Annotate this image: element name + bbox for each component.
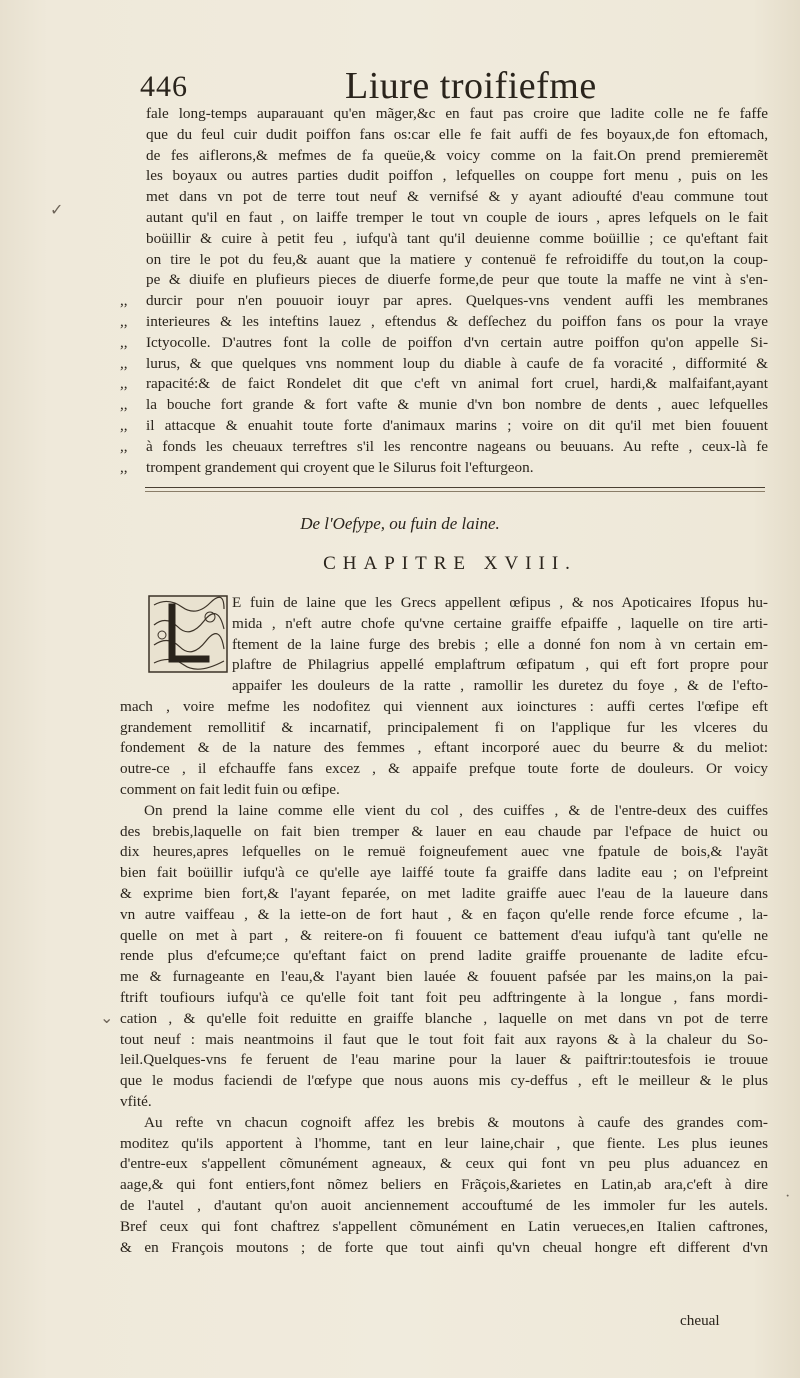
- quoted-text-line: [120, 395, 768, 416]
- quote-mark: ,,: [120, 292, 128, 310]
- chapter-opening-line: plaftre de Philagrius appellé emplaftrum œfipatum , qui eft fort propre pour: [232, 656, 768, 674]
- text-line: boüillir & cuire à petit feu , iufqu'à tant qu'il deuienne comme boüillie ; ce qu'eftant fait: [146, 229, 768, 247]
- catchword: cheual: [680, 1312, 720, 1329]
- text-line: grandement remollitif & incarnatif, principalement fi on l'applique fur les vlceres du: [120, 718, 768, 736]
- quoted-text-line: [120, 354, 768, 375]
- text-line: fale long-temps auparauant qu'en mãger,&c en faut pas croire que ladite colle ne fe faffe: [146, 105, 768, 122]
- quote-mark: ,,: [120, 312, 128, 330]
- quote-mark: ,,: [120, 458, 128, 476]
- quoted-text-line: [120, 374, 768, 395]
- text-line: cation , & qu'elle foit reduitte en graiffe blanche , laquelle on met dans vn pot de terre: [120, 1009, 768, 1027]
- quote-mark: ,,: [120, 354, 128, 372]
- text-line: on tire le pot du feu,& auant que la matiere y contenuë fe refroidiffe du tout,on la coup-: [146, 250, 768, 268]
- quote-mark: ,,: [120, 416, 128, 434]
- text-line: des brebis,laquelle on fait bien tremper & lauer en eau chaude par l'efpace de huict ou: [120, 822, 768, 840]
- text-line: les boyaux ou autres parties dudit poiffon , lefquelles on couppe fort menu , puis on les: [146, 167, 768, 185]
- page-number: 446: [140, 70, 188, 103]
- text-line: que du feul cuir dudit poiffon fans os:car elle fe fait auffi de fes boyaux,de fon eftomach,: [146, 125, 768, 143]
- quoted-text: la bouche fort grande & fort vafte & munie d'vn bon nombre de dents , auec lefquelles: [146, 396, 768, 414]
- margin-pen-mark: ✓: [50, 202, 64, 219]
- text-line: bien fait boüillir iufqu'à ce qu'elle aye laiffé toute fa graiffe dans ladite eau ; on l'efpreint: [120, 864, 768, 882]
- quote-mark: ,,: [120, 333, 128, 351]
- quoted-text: Ictyocolle. D'autres font la colle de poiffon d'vn certain autre poiffon qu'on appelle Si-: [146, 333, 768, 351]
- text-line: ftrift toufiours iufqu'à ce qu'elle foit tant foit peu adftringente à la longue , fans mordi-: [120, 988, 768, 1006]
- quoted-text-line: [120, 458, 768, 479]
- text-line: moditez qu'ils apportent à l'homme, tant en leur laine,chair , que fiente. Les plus ieunes: [120, 1134, 768, 1152]
- text-line: dix heures,apres lefquelles on le remuë foigneufement auec vne fpatule de bois,& l'ayãt: [120, 843, 768, 861]
- text-line: aage,& qui font entiers,font nõmez beliers en Frãçois,&arietes en Latin,ab ara,c'eft à dire: [120, 1176, 768, 1194]
- text-line: rende plus d'efcume;ce qu'eftant faict on prend ladite graiffe prouenante de ladite efcu-: [120, 947, 768, 965]
- text-line: outre-ce , il efchauffe fans excez , & appaife prefque toute forte de douleurs. Or voicy: [120, 760, 768, 778]
- quoted-text: interieures & les inteftins lauez , eftendus & defſechez du poiffon fans os pour la vraye: [146, 312, 768, 330]
- running-head: Liure troifiefme: [345, 65, 597, 107]
- quoted-text-line: [120, 312, 768, 333]
- text-line: de fes aiflerons,& mefmes de fa queüe,& voicy comme on la fait.On prend premieremẽt: [146, 146, 768, 164]
- text-line: autant qu'il en faut , on laiffe tremper le tout vn couple de iours , apres lefquels on le fait: [146, 208, 768, 226]
- text-line: me & furnageante en l'eau,& l'ayant bien lauée & fouuent pafsée par les mains,on la pai-: [120, 968, 768, 986]
- text-line: pe & diuife en plufieurs pieces de diuerfe forme,de peur que toute la maffe ne vint à s'en-: [146, 271, 768, 289]
- chapter-body: [120, 676, 768, 1258]
- chapter-opening: [120, 593, 768, 676]
- text-line: de l'autel , d'autant qu'on auoit anciennement accouftumé de les immoler fur les autels.: [120, 1196, 768, 1214]
- quoted-text: trompent grandement qui croyent que le Silurus foit l'efturgeon.: [146, 458, 534, 476]
- quoted-text-line: [120, 416, 768, 437]
- quoted-text: il attacque & enuahit toute forte d'animaux marins ; voire on dit qu'il met bien fouuent: [146, 416, 768, 434]
- text-line: & en François moutons ; de forte que tout ainfi qu'vn cheual hongre eft different d'vn: [120, 1238, 768, 1256]
- text-line: quelle on met à part , & reitere-on fi fouuent ce battement d'eau iufqu'à tant qu'elle ne: [120, 926, 768, 944]
- section-divider: [145, 487, 765, 492]
- quoted-text-line: [120, 333, 768, 354]
- paragraph-first-line: On prend la laine comme elle vient du col , des cuiffes , & de l'entre-deux des cuiffes: [144, 801, 768, 819]
- chapter-heading: CHAPITRE XVIII.: [323, 553, 577, 574]
- text-line: leil.Quelques-vns fe feruent de l'eau marine pour la lauer & paiftrir:toutesfois ie trouue: [120, 1051, 768, 1069]
- section-title: De l'Oefype, ou fuin de laine.: [300, 514, 500, 533]
- text-line: tout neuf : mais neantmoins il faut que le tout foit fait aux rayons & à la chaleur du So-: [120, 1030, 768, 1048]
- text-line: d'entre-eux s'appellent cõmunément agneaux, & ceux qui font vn peu plus aduancez en: [120, 1155, 768, 1173]
- quoted-text: lurus, & que quelques vns nomment loup du diable à caufe de fa voracité , difformité &: [146, 354, 768, 372]
- quoted-text: durcir pour n'en pouuoir iouyr par apres. Quelques-vns vendent auffi les membranes: [146, 292, 768, 310]
- text-line: vfité.: [120, 1092, 152, 1110]
- quote-mark: ,,: [120, 396, 128, 414]
- text-line: & exprime bien fort,& l'ayant feparée, on met ladite graiffe auec l'eau de la laueure dans: [120, 884, 768, 902]
- text-line: appaifer les douleurs de la ratte , ramollir les duretez du foye , & de l'efto-: [232, 677, 768, 694]
- chapter-opening-line: ftement de la laine furge des brebis ; elle a donné fon nom à vn certain em-: [232, 635, 768, 653]
- quote-mark: ,,: [120, 375, 128, 393]
- text-line: Bref ceux qui font chaftrez s'appellent cõmunément en Latin verueces,en Italien caftrones,: [120, 1217, 768, 1235]
- quote-mark: ,,: [120, 437, 128, 455]
- text-line: comment on fait ledit fuin ou œfipe.: [120, 780, 340, 798]
- chapter-opening-line: E fuin de laine que les Grecs appellent œfipus , & nos Apoticaires Ifopus hu-: [232, 594, 768, 611]
- chapter-opening-line: mida , n'eft autre chofe qu'vne certaine graiffe efpaiffe , laquelle on tire arti-: [232, 614, 768, 632]
- margin-pen-mark: ⌄: [100, 1010, 114, 1027]
- body-text-top: [120, 104, 768, 478]
- paragraph-first-line: Au refte vn chacun cognoift affez les brebis & moutons à caufe des grandes com-: [144, 1113, 768, 1131]
- quoted-text-line: [120, 437, 768, 458]
- quoted-text: à fonds les cheuaux terreftres s'il les rencontre nageans ou beuuans. Au refte , ceux-là fe: [146, 437, 768, 455]
- margin-pen-mark: ·: [785, 1188, 791, 1205]
- text-line: vn autre vaiffeau , & la iette-on de fort haut , & en façon qu'elle rende force efcume , la-: [120, 905, 768, 923]
- text-line: mach , voire mefme les nodofitez qui viennent aux ioinctures : auffi certes l'œfipe eft: [120, 697, 768, 715]
- quoted-text-line: [120, 291, 768, 312]
- text-line: met dans vn pot de terre tout neuf & vernifsé & y ayant adioufté d'eau commune tout: [146, 188, 768, 206]
- quoted-text: rapacité:& de faict Rondelet dit que c'eft vn animal fort cruel, hardi,& malfaifant,ayant: [146, 375, 768, 393]
- text-line: que le modus faciendi de l'œfype que nous auons mis cy-deffus , eft le meilleur & le plus: [120, 1072, 768, 1090]
- text-line: fondement & de la nature des femmes , eftant incorporé auec du beurre & du meliot:: [120, 739, 768, 757]
